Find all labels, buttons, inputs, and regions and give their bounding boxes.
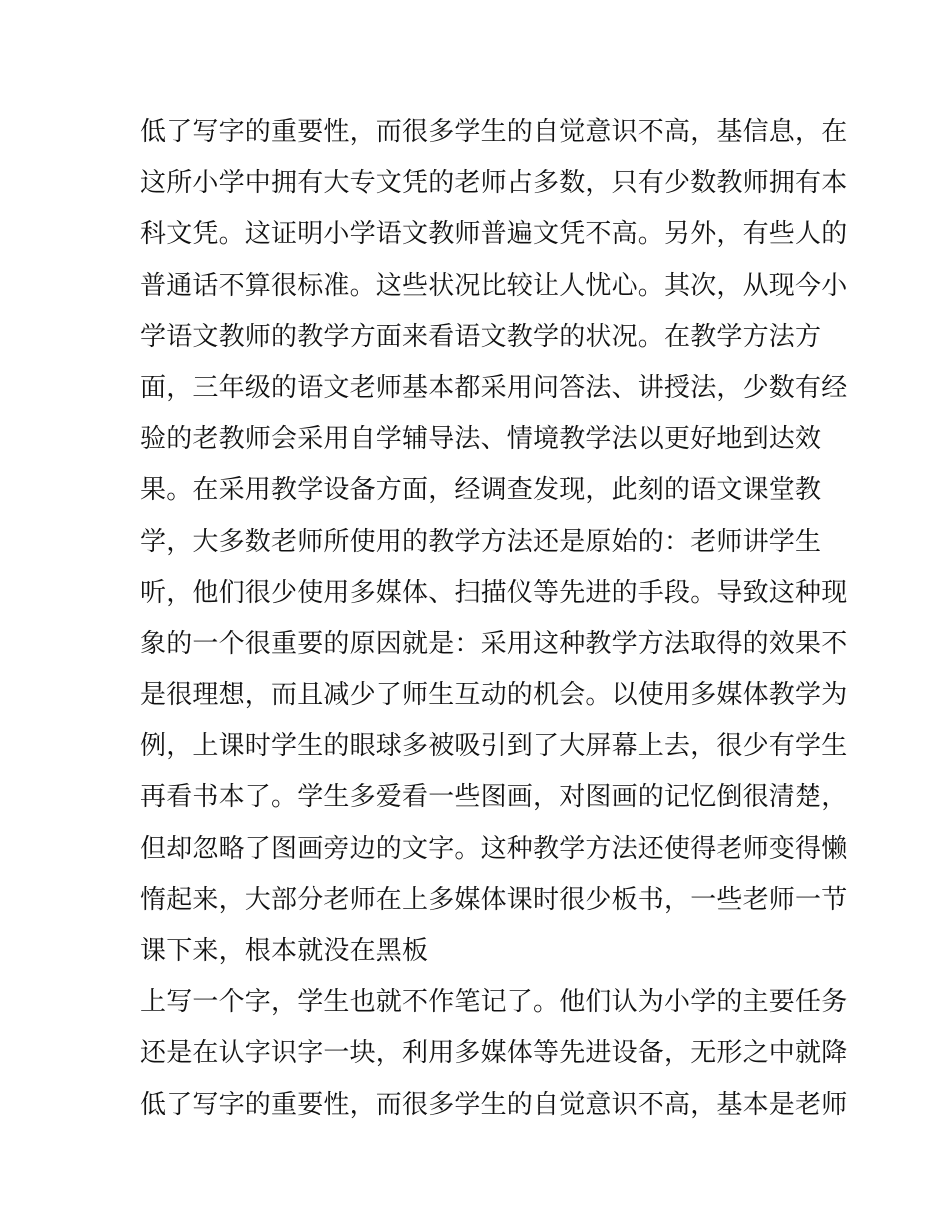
- text-line: 面，三年级的语文老师基本都采用问答法、讲授法，少数有经: [140, 372, 848, 403]
- text-line: 象的一个很重要的原因就是：采用这种教学方法取得的效果不: [140, 628, 848, 659]
- body-text: [140, 107, 848, 1131]
- text-line: 课下来，根本就没在黑板: [140, 936, 429, 966]
- text-line: 果。在采用教学设备方面，经调查发现，此刻的语文课堂教: [140, 475, 822, 506]
- text-line: 但却忽略了图画旁边的文字。这种教学方法还使得老师变得懒: [140, 833, 848, 864]
- text-line: 例，上课时学生的眼球多被吸引到了大屏幕上去，很少有学生: [140, 731, 848, 762]
- text-line: 科文凭。这证明小学语文教师普遍文凭不高。另外，有些人的: [140, 219, 848, 250]
- text-line: 还是在认字识字一块，利用多媒体等先进设备，无形之中就降: [140, 1038, 848, 1069]
- text-line: 再看书本了。学生多爱看一些图画，对图画的记忆倒很清楚，: [140, 782, 848, 813]
- text-line: 低了写字的重要性，而很多学生的自觉意识不高，基本是老师: [140, 1089, 848, 1120]
- text-line: 听，他们很少使用多媒体、扫描仪等先进的手段。导致这种现: [140, 577, 848, 608]
- text-line: 学语文教师的教学方面来看语文教学的状况。在教学方法方: [140, 321, 822, 352]
- text-line: 低了写字的重要性，而很多学生的自觉意识不高，基信息，在: [140, 117, 848, 147]
- text-line: 上写一个字，学生也就不作笔记了。他们认为小学的主要任务: [140, 987, 848, 1018]
- text-line: 验的老教师会采用自学辅导法、情境教学法以更好地到达效: [140, 424, 822, 455]
- text-line: 学，大多数老师所使用的教学方法还是原始的：老师讲学生: [140, 526, 822, 557]
- text-line: 惰起来，大部分老师在上多媒体课时很少板书，一些老师一节: [140, 884, 848, 915]
- text-line: 普通话不算很标准。这些状况比较让人忧心。其次，从现今小: [140, 270, 848, 301]
- text-line: 这所小学中拥有大专文凭的老师占多数，只有少数教师拥有本: [140, 168, 848, 199]
- text-line: 是很理想，而且减少了师生互动的机会。以使用多媒体教学为: [140, 680, 848, 711]
